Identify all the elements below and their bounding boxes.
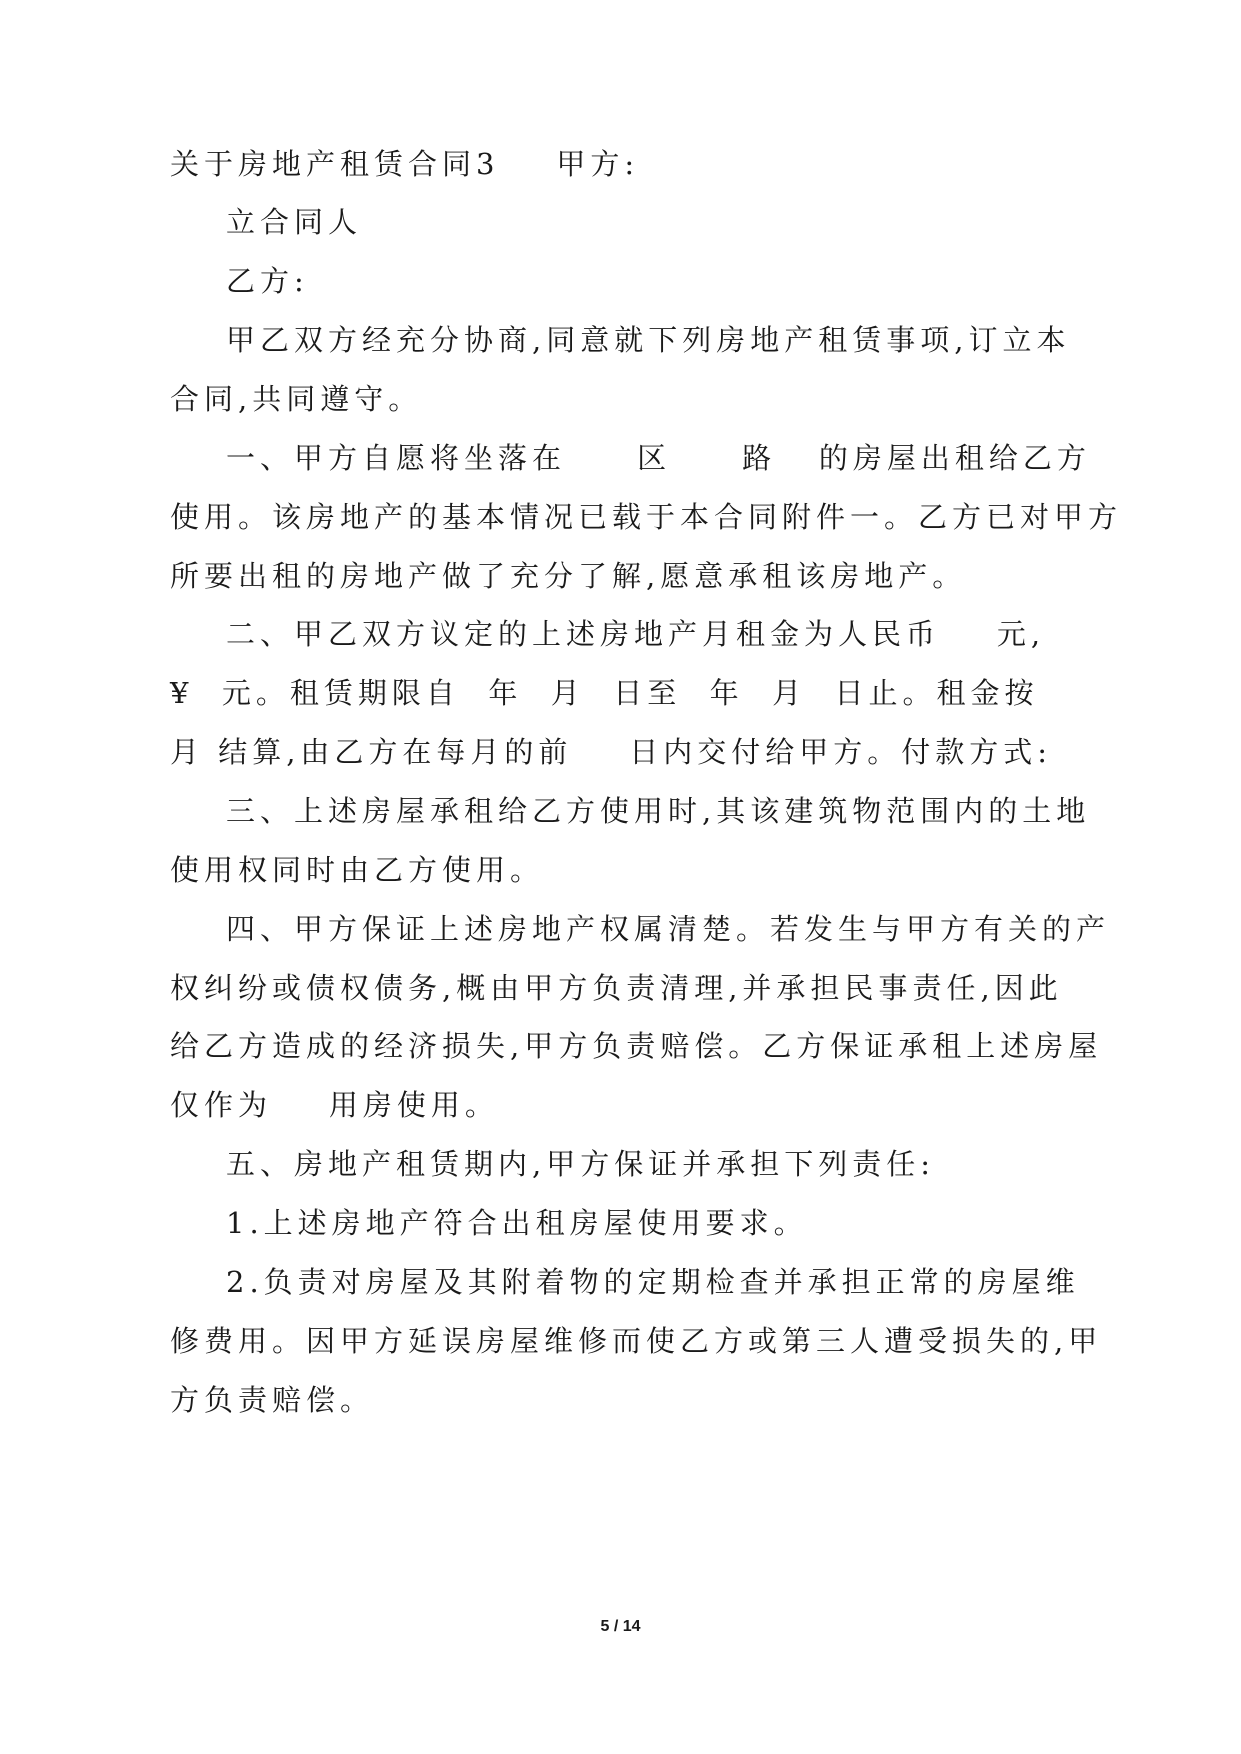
page-number: 5 / 14 <box>600 1618 641 1635</box>
text-line: 使用权同时由乙方使用。 <box>170 853 545 887</box>
text-line: 关于房地产租赁合同3 甲方: <box>170 147 640 181</box>
text-line: 2.负责对房屋及其附着物的定期检查并承担正常的房屋维 <box>226 1265 1080 1299</box>
text-line: 五、房地产租赁期内,甲方保证并承担下列责任: <box>226 1147 935 1181</box>
text-line: 方负责赔偿。 <box>170 1383 375 1417</box>
text-line: 所要出租的房地产做了充分了解,愿意承租该房地产。 <box>170 559 967 593</box>
text-line: 月 结算,由乙方在每月的前 日内交付给甲方。付款方式: <box>170 735 1053 769</box>
text-line: 甲乙双方经充分协商,同意就下列房地产租赁事项,订立本 <box>226 323 1071 357</box>
text-line: 立合同人 <box>226 205 363 239</box>
text-line: 仅作为 用房使用。 <box>170 1088 499 1122</box>
text-line: 二、甲乙双方议定的上述房地产月租金为人民币 元, <box>226 617 1046 651</box>
text-line: 三、上述房屋承租给乙方使用时,其该建筑物范围内的土地 <box>226 794 1091 828</box>
text-line: ¥ 元。租赁期限自 年 月 日至 年 月 日止。租金按 <box>170 676 1039 710</box>
text-line: 1.上述房地产符合出租房屋使用要求。 <box>226 1206 808 1240</box>
text-line: 修费用。因甲方延误房屋维修而使乙方或第三人遭受损失的,甲 <box>170 1324 1103 1358</box>
text-line: 乙方: <box>226 264 309 298</box>
text-line: 合同,共同遵守。 <box>170 382 423 416</box>
text-line: 四、甲方保证上述房地产权属清楚。若发生与甲方有关的产 <box>226 912 1111 946</box>
text-line: 给乙方造成的经济损失,甲方负责赔偿。乙方保证承租上述房屋 <box>170 1029 1103 1063</box>
text-line: 使用。该房地产的基本情况已载于本合同附件一。乙方已对甲方 <box>170 500 1123 534</box>
text-line: 一、甲方自愿将坐落在 区 路 的房屋出租给乙方 <box>226 441 1091 475</box>
text-line: 权纠纷或债权债务,概由甲方负责清理,并承担民事责任,因此 <box>170 971 1063 1005</box>
